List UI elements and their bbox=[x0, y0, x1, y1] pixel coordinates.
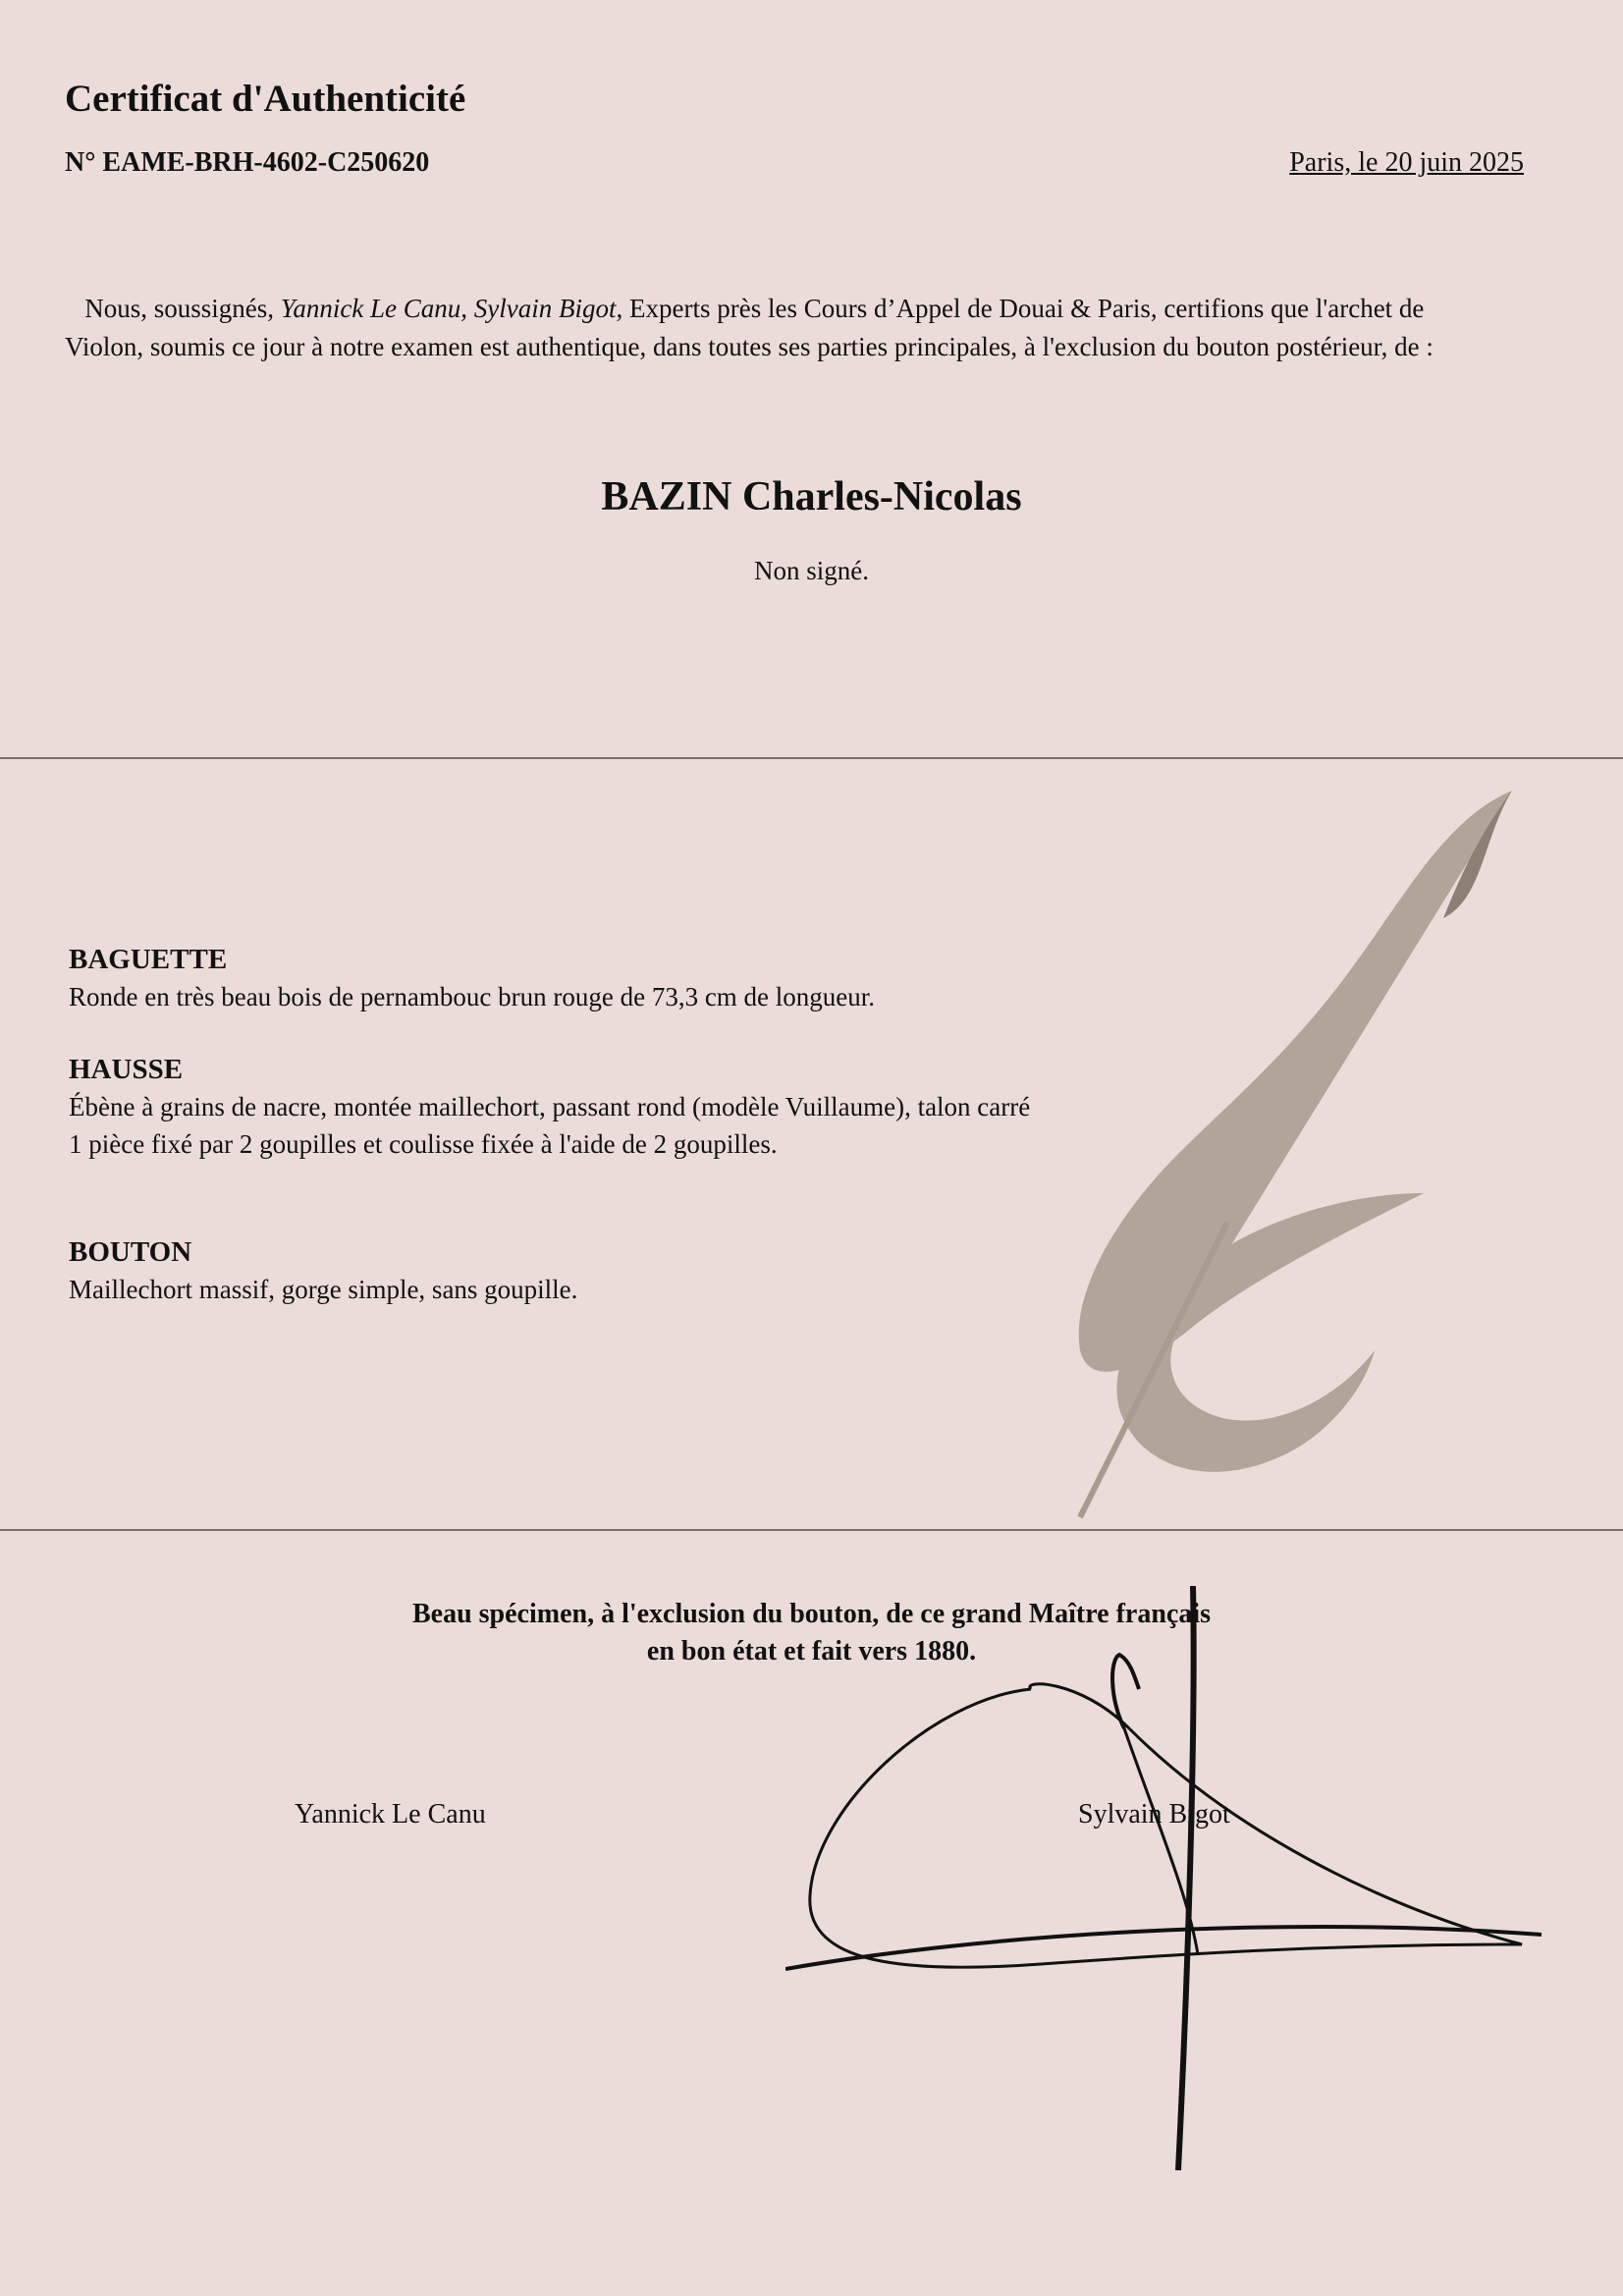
signatory-right: Sylvain Bigot bbox=[1078, 1799, 1230, 1830]
conclusion-line-2: en bon état et fait vers 1880. bbox=[646, 1636, 977, 1667]
conclusion-line-1: Beau spécimen, à l'exclusion du bouton, de ce grand Maître français bbox=[411, 1599, 1212, 1629]
fold-line bbox=[0, 1529, 1623, 1531]
expert-names: Yannick Le Canu, Sylvain Bigot bbox=[280, 294, 617, 323]
section-hausse bbox=[69, 1051, 1041, 1163]
fold-line bbox=[0, 757, 1623, 759]
handwritten-signature bbox=[785, 1581, 1561, 2190]
section-bouton bbox=[69, 1233, 1051, 1308]
bow-scroll-emblem bbox=[1051, 781, 1522, 1527]
section-text: Ronde en très beau bois de pernambouc brun rouge de 73,3 cm de longueur. bbox=[69, 982, 876, 1011]
intro-part1: Nous, soussignés, bbox=[84, 294, 281, 323]
issue-date: Paris, le 20 juin 2025 bbox=[1289, 147, 1524, 178]
section-heading: BAGUETTE bbox=[69, 944, 228, 975]
section-text: Ébène à grains de nacre, montée maillechort, passant rond (modèle Vuillaume), talon carré 1 pièce fixé par 2 goupilles et coulisse fixée à l'aide de 2 goupilles. bbox=[69, 1092, 1031, 1159]
signatory-left: Yannick Le Canu bbox=[295, 1799, 486, 1830]
intro-part2: , Experts près les Cours d’Appel de Douai & Paris, certifions que l'archet de Violon, soumis ce jour à notre examen est authentique, dans toutes ses parties principales, à l'exclusion du bouton postérieur, de : bbox=[65, 294, 1434, 361]
section-baguette bbox=[69, 941, 1051, 1015]
signature-status: Non signé. bbox=[754, 556, 869, 585]
certificate-title: Certificat d'Authenticité bbox=[65, 78, 466, 120]
section-text: Maillechort massif, gorge simple, sans goupille. bbox=[69, 1275, 578, 1304]
section-heading: BOUTON bbox=[69, 1236, 192, 1268]
maker-name: BAZIN Charles-Nicolas bbox=[601, 474, 1022, 519]
section-heading: HAUSSE bbox=[69, 1054, 184, 1085]
reference-number: N° EAME-BRH-4602-C250620 bbox=[65, 147, 430, 178]
intro-paragraph bbox=[65, 290, 1488, 366]
